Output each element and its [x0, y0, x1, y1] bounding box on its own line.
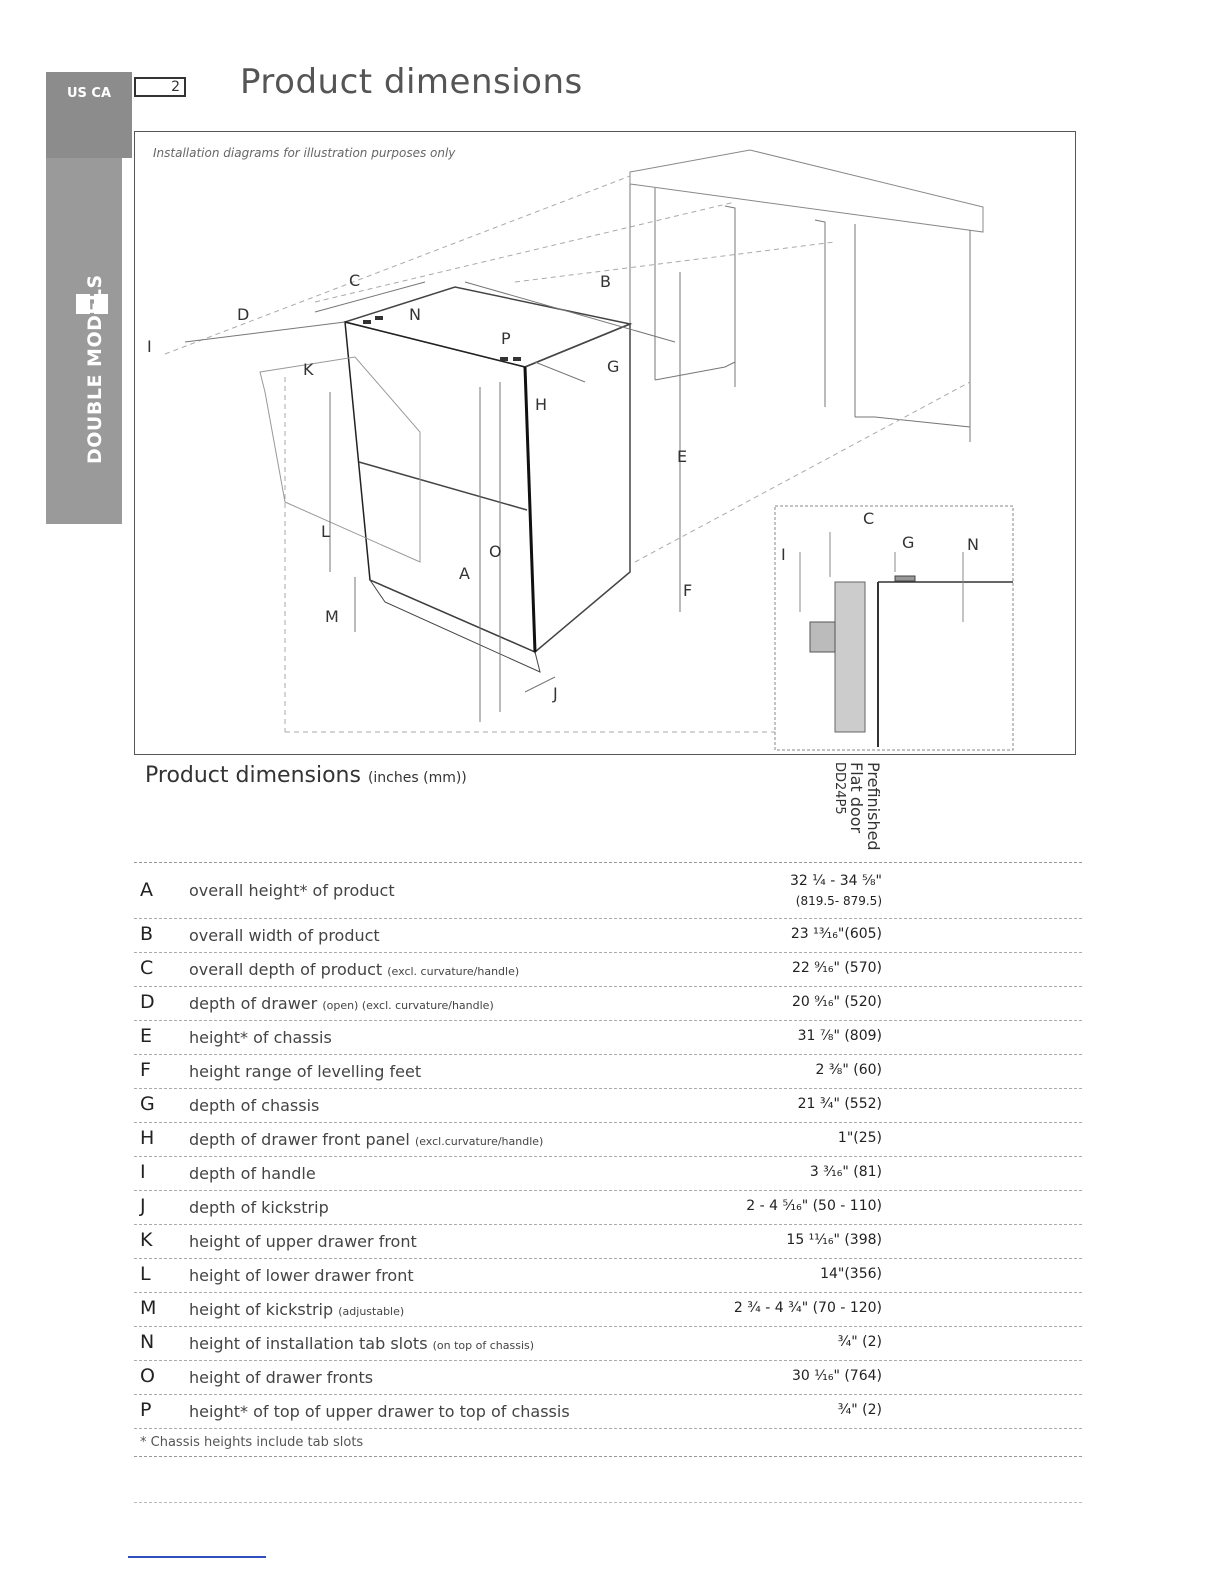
row-key: H — [140, 1127, 155, 1149]
row-key: N — [140, 1331, 155, 1353]
label-i: I — [147, 337, 152, 356]
table-row — [134, 1225, 1082, 1259]
table-row — [134, 1361, 1082, 1395]
row-value: 21 ¾" (552) — [797, 1096, 882, 1112]
row-key: P — [140, 1399, 152, 1421]
row-value: 15 ¹¹⁄₁₆" (398) — [786, 1232, 882, 1248]
inset-detail — [775, 506, 1013, 750]
table-row — [134, 1157, 1082, 1191]
row-desc: height* of chassis — [189, 1028, 332, 1047]
row-desc: height of lower drawer front — [189, 1266, 414, 1285]
row-desc: overall depth of product (excl. curvature/handle) — [189, 960, 520, 979]
row-value: 32 ¼ - 34 ⅝" (819.5- 879.5) — [789, 873, 882, 908]
row-key: G — [140, 1093, 155, 1115]
table-heading — [145, 763, 467, 788]
table-row — [134, 863, 1082, 919]
row-desc: height* of top of upper drawer to top of chassis — [189, 1402, 570, 1421]
label-f: F — [683, 581, 693, 600]
label-c: C — [349, 271, 361, 290]
row-desc: depth of handle — [189, 1164, 316, 1183]
column-header-model: DD24P5 — [832, 762, 847, 815]
page-number: 2 — [134, 77, 186, 97]
table-row — [134, 953, 1082, 987]
row-value: ¾" (2) — [837, 1402, 882, 1418]
table-row — [134, 1395, 1082, 1429]
table-row — [134, 987, 1082, 1021]
label-g: G — [607, 357, 620, 376]
row-key: M — [140, 1297, 157, 1319]
row-value: 2 - 4 ⁵⁄₁₆" (50 - 110) — [746, 1198, 882, 1214]
section-sidebar-tab — [46, 72, 122, 524]
column-header-line2: Flat door — [847, 762, 866, 834]
row-key: J — [140, 1195, 146, 1217]
table-title: Product dimensions — [145, 763, 361, 788]
row-value: 23 ¹³⁄₁₆"(605) — [790, 926, 882, 942]
row-desc: height of upper drawer front — [189, 1232, 417, 1251]
label-e: E — [677, 447, 688, 466]
row-desc: height of drawer fronts — [189, 1368, 374, 1387]
figure-note: Installation diagrams for illustration purposes only — [153, 146, 456, 160]
row-key: K — [140, 1229, 153, 1251]
row-value: 1"(25) — [837, 1130, 882, 1146]
label-h: H — [535, 395, 548, 414]
section-label: DOUBLE MODELS — [84, 274, 106, 464]
row-desc: depth of drawer (open) (excl. curvature/handle) — [189, 994, 494, 1013]
row-value: ¾" (2) — [837, 1334, 882, 1350]
footer-rule — [128, 1556, 266, 1558]
table-row — [134, 1055, 1082, 1089]
row-key: L — [140, 1263, 151, 1285]
row-value: 30 ¹⁄₁₆" (764) — [792, 1368, 882, 1384]
column-header — [816, 762, 906, 858]
row-value: 2 ¾ - 4 ¾" (70 - 120) — [733, 1300, 882, 1316]
label-d: D — [237, 305, 250, 324]
row-key: F — [140, 1059, 151, 1081]
table-row — [134, 1089, 1082, 1123]
row-desc: overall height* of product — [189, 881, 395, 900]
row-desc: height range of levelling feet — [189, 1062, 422, 1081]
row-key: I — [140, 1161, 146, 1183]
row-value: 31 ⅞" (809) — [797, 1028, 882, 1044]
table-row — [134, 1293, 1082, 1327]
row-desc: depth of chassis — [189, 1096, 320, 1115]
column-header-line1: Prefinished — [864, 762, 883, 851]
table-row — [134, 919, 1082, 953]
label-l: L — [321, 522, 330, 541]
row-value: 14"(356) — [820, 1266, 882, 1282]
row-value: 3 ³⁄₁₆" (81) — [809, 1164, 882, 1180]
table-row — [134, 1123, 1082, 1157]
label-n: N — [409, 305, 421, 324]
row-key: C — [140, 957, 154, 979]
dimensions-table — [134, 862, 1082, 1457]
row-key: A — [140, 879, 153, 901]
label-j: J — [553, 684, 558, 703]
inset-label-i: I — [781, 545, 786, 564]
row-desc: overall width of product — [189, 926, 380, 945]
table-row — [134, 1327, 1082, 1361]
table-row — [134, 1021, 1082, 1055]
row-desc: depth of kickstrip — [189, 1198, 329, 1217]
inset-label-n: N — [967, 535, 979, 554]
label-k: K — [303, 360, 314, 379]
dishwasher-drawing — [135, 132, 1077, 756]
page-title: Product dimensions — [240, 62, 583, 102]
row-value: 20 ⁹⁄₁₆" (520) — [792, 994, 882, 1010]
label-b: B — [600, 272, 611, 291]
installation-diagram — [134, 131, 1076, 755]
label-a: A — [459, 564, 470, 583]
divider — [134, 1502, 1082, 1503]
row-desc: depth of drawer front panel (excl.curvature/handle) — [189, 1130, 544, 1149]
row-key: B — [140, 923, 154, 945]
inset-label-c: C — [863, 509, 875, 528]
row-key: O — [140, 1365, 155, 1387]
label-m: M — [325, 607, 339, 626]
label-o: O — [489, 542, 502, 561]
row-key: E — [140, 1025, 153, 1047]
table-row — [134, 1191, 1082, 1225]
table-row — [134, 1259, 1082, 1293]
region-label: US CA — [46, 72, 132, 158]
table-footnote: * Chassis heights include tab slots — [134, 1429, 1082, 1457]
inset-label-g: G — [902, 533, 915, 552]
row-desc: height of kickstrip (adjustable) — [189, 1300, 405, 1319]
row-value: 22 ⁹⁄₁₆" (570) — [792, 960, 882, 976]
row-value: 2 ⅜" (60) — [815, 1062, 882, 1078]
row-key: D — [140, 991, 155, 1013]
table-units: (inches (mm)) — [367, 770, 467, 786]
row-desc: height of installation tab slots (on top of chassis) — [189, 1334, 535, 1353]
label-p: P — [501, 329, 511, 348]
